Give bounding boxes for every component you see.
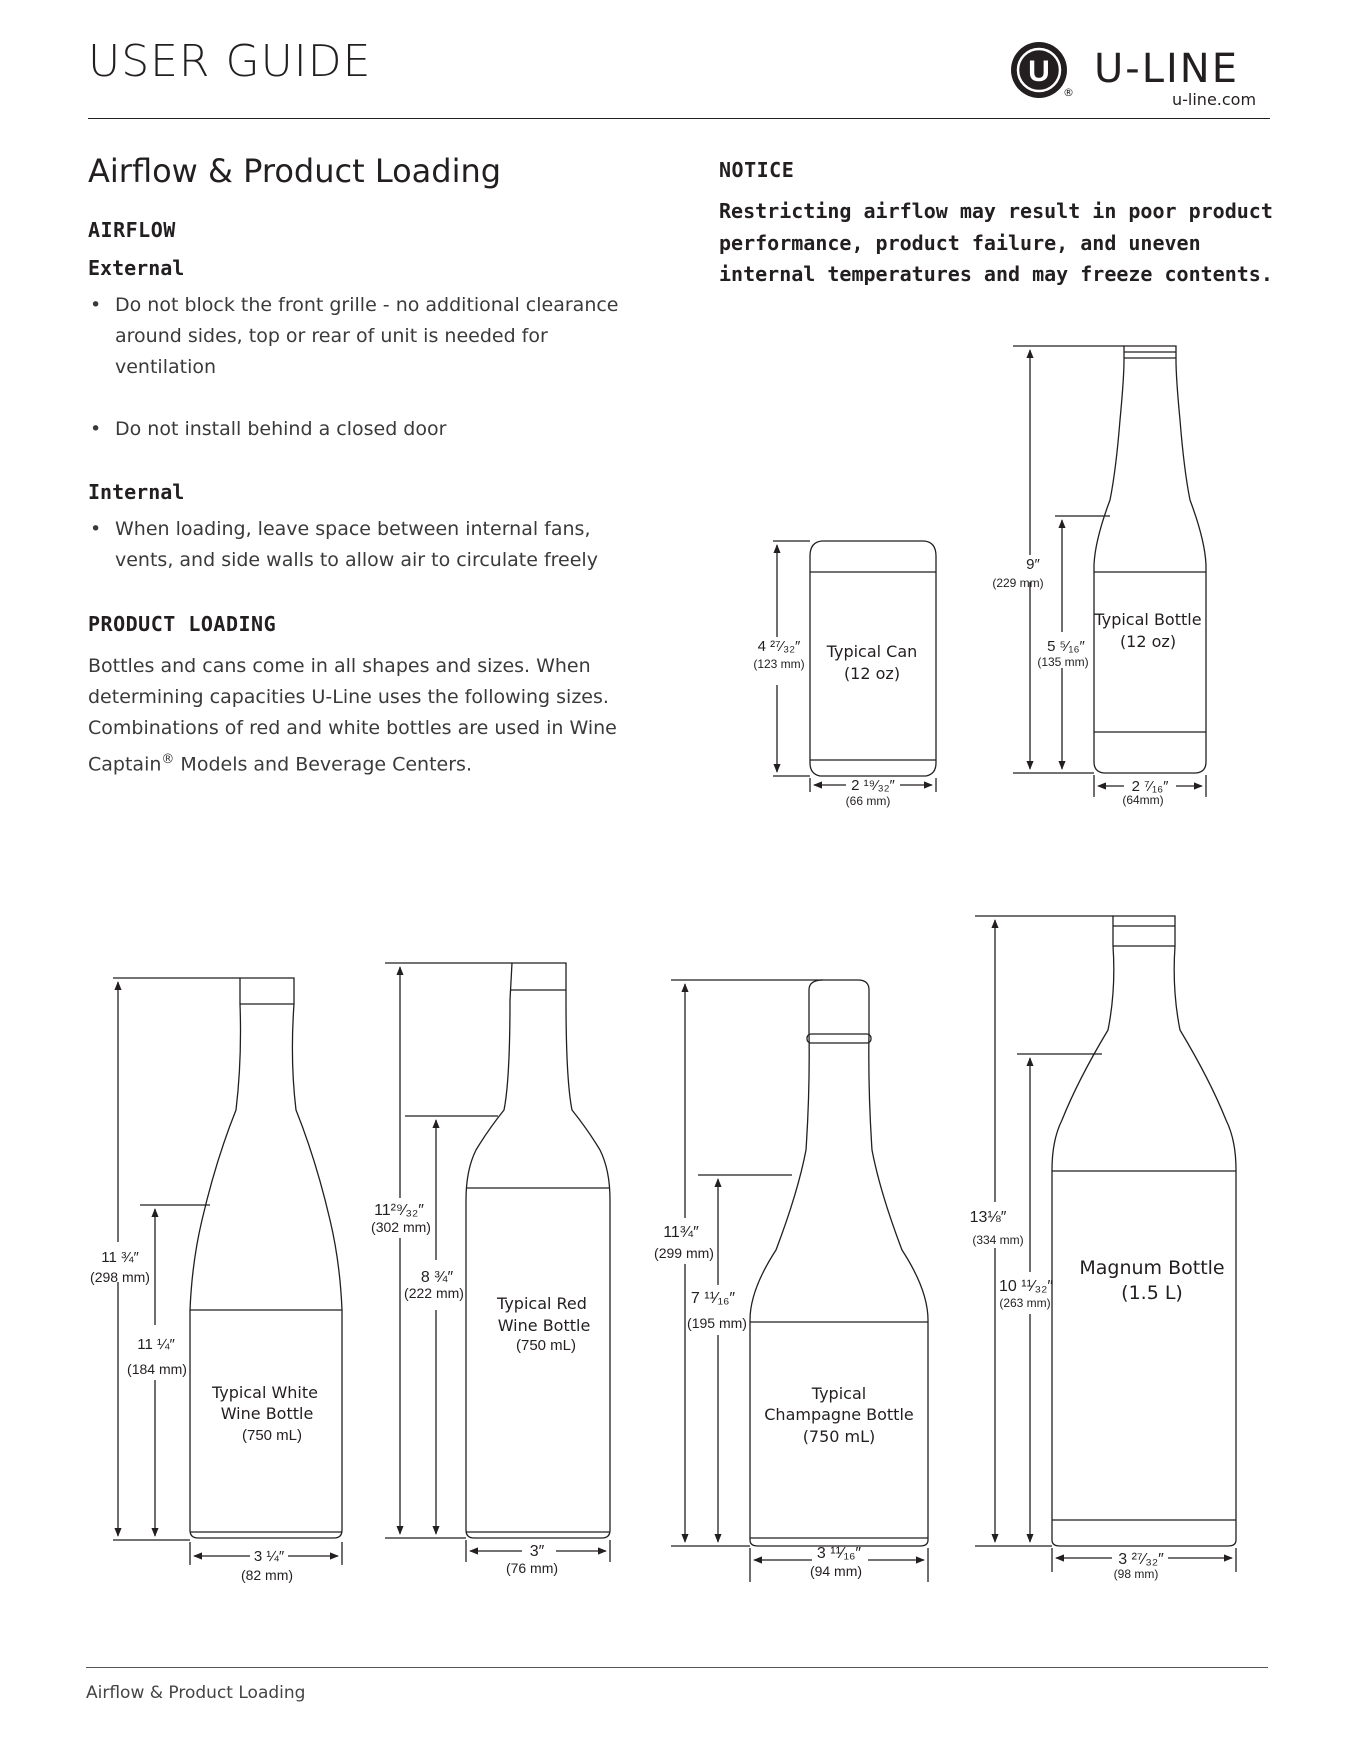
white-wine-height-in: 11 ¾″ [101,1249,139,1266]
notice-text: Restricting airflow may result in poor product performance, product failure, and uneven internal temperatures and may freeze contents. [719,199,1273,286]
page-header-title: USER GUIDE [88,36,372,87]
can-height-in: 4 ²⁷⁄₃₂″ [757,638,801,655]
list-item: • Do not install behind a closed door [88,414,648,445]
airflow-heading: AIRFLOW [88,218,176,242]
magnum-shoulder-in: 10 ¹¹⁄₃₂″ [999,1278,1053,1295]
brand-url: u-line.com [1172,90,1257,109]
can-width-in: 2 ¹⁹⁄₃₂″ [851,777,895,794]
beer-name-line1: Typical Bottle [1094,610,1202,629]
magnum-width-in: 3 ²⁷⁄₃₂″ [1118,1551,1164,1568]
magnum-bottle-drawing [1052,916,1236,1546]
champagne-height-mm: (299 mm) [654,1245,714,1261]
red-wine-width-in: 3″ [529,1543,545,1560]
white-wine-shoulder-in: 11 ¼″ [137,1336,175,1353]
logo-registered-mark: ® [1063,86,1074,99]
notice-heading: NOTICE [719,158,795,182]
red-wine-shoulder-mm: (222 mm) [404,1285,464,1301]
red-wine-name-line3: (750 mL) [515,1337,577,1354]
paragraph-text-end: Models and Beverage Centers. [174,753,472,776]
red-wine-shoulder-in: 8 ¾″ [420,1269,454,1286]
white-wine-height-mm: (298 mm) [90,1269,150,1285]
magnum-height-mm: (334 mm) [972,1233,1024,1247]
paragraph-text: Bottles and cans come in all shapes and sizes. When determining capacities U-Line uses the following sizes. Combinations of red and white bottles are used in Wine Captain [88,655,617,776]
magnum-name-line2: (1.5 L) [1121,1282,1183,1304]
red-wine-name-line2: Wine Bottle [497,1316,591,1335]
can-name-line2: (12 oz) [843,664,901,683]
champagne-name-line1: Typical [811,1384,867,1403]
magnum-name-line1: Magnum Bottle [1079,1257,1225,1279]
white-wine-shoulder-mm: (184 mm) [127,1361,187,1377]
champagne-shoulder-in: 7 ¹¹⁄₁₆″ [690,1290,736,1307]
magnum-shoulder-mm: (263 mm) [999,1296,1051,1310]
red-wine-width-mm: (76 mm) [505,1560,559,1576]
white-wine-width-mm: (82 mm) [240,1567,294,1583]
champagne-width-mm: (94 mm) [809,1563,863,1579]
can-height-mm: (123 mm) [753,657,805,671]
champagne-height-in: 11¾″ [663,1224,699,1241]
beer-height-mm: (229 mm) [992,576,1044,590]
beer-width-in: 2 ⁷⁄₁₆″ [1131,778,1169,795]
product-loading-heading: PRODUCT LOADING [88,612,277,636]
beer-height-in: 9″ [1026,556,1040,573]
footer-divider [86,1667,1268,1668]
footer-section-label: Airflow & Product Loading [86,1683,306,1703]
list-item: • Do not block the front grille - no additional clearance around sides, top or rear of unit is needed for ventilation [88,290,648,383]
section-title: Airflow & Product Loading [88,152,502,190]
champagne-shoulder-mm: (195 mm) [687,1315,747,1331]
white-wine-name-line3: (750 mL) [241,1427,303,1444]
logo-letter: U [1028,55,1050,88]
white-wine-name-line1: Typical White [211,1383,319,1402]
champagne-bottle-drawing [750,980,928,1546]
red-wine-bottle-drawing [466,963,610,1538]
red-wine-height-mm: (302 mm) [371,1219,431,1235]
registered-mark: ® [161,752,175,767]
external-heading: External [88,256,185,280]
white-wine-width-in: 3 ¼″ [253,1548,285,1565]
beer-shoulder-mm: (135 mm) [1037,655,1089,669]
internal-heading: Internal [88,480,185,504]
beer-shoulder-in: 5 ⁵⁄₁₆″ [1047,638,1085,655]
magnum-height-in: 13⅛″ [969,1209,1007,1226]
can-name-line1: Typical Can [826,642,918,661]
champagne-width-in: 3 ¹¹⁄₁₆″ [816,1545,862,1562]
brand-wordmark: U-LINE [1094,46,1239,92]
beer-name-line2: (12 oz) [1119,632,1177,651]
white-wine-bottle-drawing [190,978,342,1538]
red-wine-name-line1: Typical Red [497,1294,587,1313]
white-wine-name-line2: Wine Bottle [220,1404,314,1423]
list-item: • When loading, leave space between internal fans, vents, and side walls to allow air to circulate freely [88,514,648,576]
champagne-name-line2: Champagne Bottle [764,1405,914,1424]
magnum-width-mm: (98 mm) [1113,1567,1159,1581]
champagne-name-line3: (750 mL) [802,1427,876,1446]
red-wine-height-in: 11²⁹⁄₃₂″ [374,1202,424,1219]
typical-bottle-drawing [1094,346,1206,773]
can-width-mm: (66 mm) [845,794,891,808]
beer-width-mm: (64mm) [1122,793,1164,807]
